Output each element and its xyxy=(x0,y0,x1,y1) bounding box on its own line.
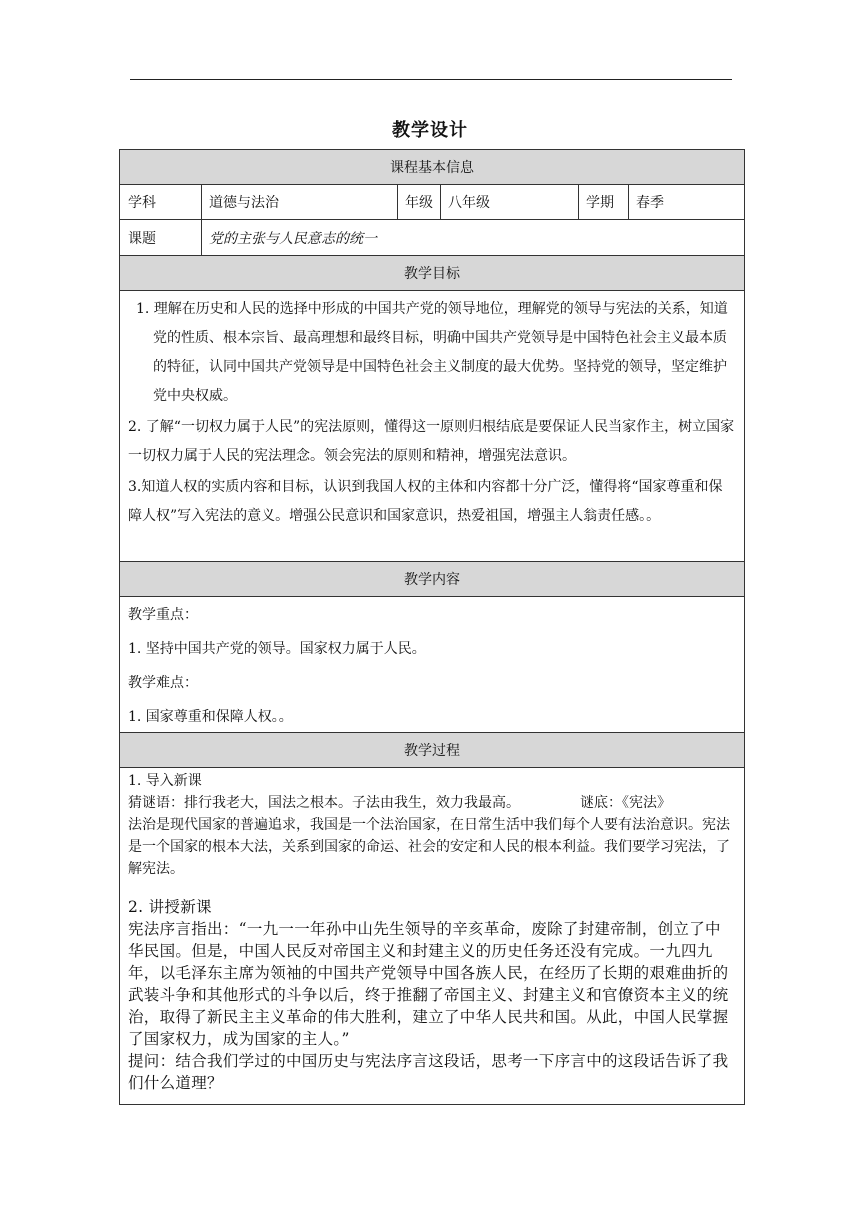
topic-row xyxy=(120,220,744,255)
difficult-point-item: 1. 国家尊重和保障人权。。 xyxy=(128,709,293,725)
objectives-body xyxy=(120,291,744,561)
subject-row xyxy=(120,185,744,219)
objectives-header xyxy=(120,256,744,290)
intro-text: 法治是现代国家的普遍追求，我国是一个法治国家，在日常生活中我们每个人要有法治意识。宪法是一个国家的根本大法，关系到国家的命运、社会的安定和人民的根本利益。我们要学习宪法，了解宪法。 xyxy=(128,817,730,877)
grade-value: 八年级 xyxy=(448,195,490,211)
key-point-item: 1. 坚持中国共产党的领导。国家权力属于人民。 xyxy=(128,641,426,657)
riddle-line xyxy=(128,792,736,814)
term-value: 春季 xyxy=(636,195,664,211)
question-text: 提问：结合我们学过的中国历史与宪法序言这段话，思考一下序言中的这段话告诉了我们什么道理？ xyxy=(128,1052,729,1092)
lesson-plan-table xyxy=(119,149,745,1105)
key-points-label: 教学重点： xyxy=(128,607,198,623)
teach-title: 2. 讲授新课 xyxy=(128,898,212,916)
subject-label: 学科 xyxy=(128,195,156,211)
riddle-answer: 谜底：《宪法》 xyxy=(580,795,671,811)
process-body xyxy=(120,768,744,1104)
riddle-text: 猜谜语：排行我老大，国法之根本。子法由我生，效力我最高。 xyxy=(128,795,520,811)
intro-title: 1. 导入新课 xyxy=(128,773,202,789)
preamble-text: 宪法序言指出：“一九一一年孙中山先生领导的辛亥革命，废除了封建帝制，创立了中华民国。但是，中国人民反对帝国主义和封建主义的历史任务还没有完成。一九四九年，以毛泽东主席为领袖的中国共产党领导中国各族人民，在经历了长期的艰难曲折的武装斗争和其他形式的斗争以后，终于推翻了帝国主义、封建主义和官僚资本主义的统治，取得了新民主主义革命的伟大胜利，建立了中华人民共和国。从此，中国人民掌握了国家权力，成为国家的主人。” xyxy=(128,920,729,1048)
topic-label: 课题 xyxy=(128,230,156,247)
topic-value: 党的主张与人民意志的统一 xyxy=(209,230,377,247)
process-header xyxy=(120,733,744,767)
objective-item-2: 2. 了解“一切权力属于人民”的宪法原则，懂得这一原则归根结底是要保证人民当家作主，树立国家一切权力属于人民的宪法理念。领会宪法的原则和精神，增强宪法意识。 xyxy=(128,419,735,464)
term-label: 学期 xyxy=(586,195,614,211)
objective-item-3: 3.知道人权的实质内容和目标，认识到我国人权的主体和内容都十分广泛，懂得将“国家尊重和保障人权”写入宪法的意义。增强公民意识和国家意识，热爱祖国，增强主人翁责任感。。 xyxy=(128,479,723,524)
header-rule xyxy=(130,79,732,80)
process-header-text: 教学过程 xyxy=(404,743,460,759)
document-title: 教学设计 xyxy=(392,120,468,141)
difficult-points-label: 教学难点： xyxy=(128,675,198,691)
basic-info-header-text: 课程基本信息 xyxy=(390,160,474,176)
content-body xyxy=(120,597,744,731)
content-header-text: 教学内容 xyxy=(404,572,460,588)
basic-info-header xyxy=(120,150,744,184)
objectives-header-text: 教学目标 xyxy=(404,266,460,282)
subject-value: 道德与法治 xyxy=(209,195,279,211)
content-header xyxy=(120,562,744,596)
objective-item-1: 1. 理解在历史和人民的选择中形成的中国共产党的领导地位，理解党的领导与宪法的关系，知道党的性质、根本宗旨、最高理想和最终目标，明确中国共产党领导是中国特色社会主义最本质的特征，认同中国共产党领导是中国特色社会主义制度的最大优势。坚持党的领导，坚定维护党中央权威。 xyxy=(136,301,728,404)
grade-label: 年级 xyxy=(405,195,433,211)
